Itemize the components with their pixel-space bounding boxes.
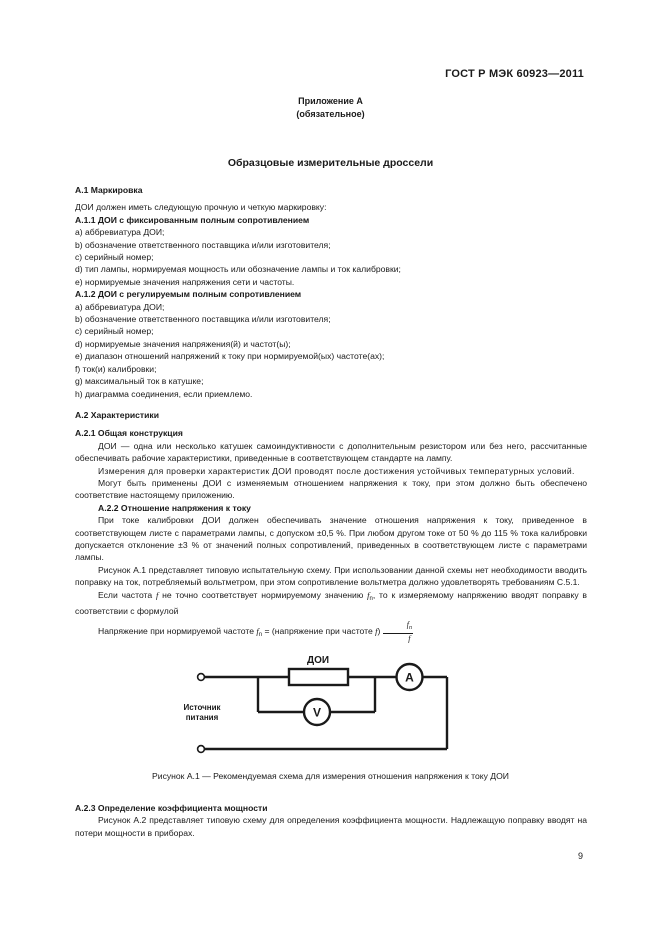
figure-caption: Рисунок А.1 — Рекомендуемая схема для измерения отношения напряжения к току ДОИ	[152, 771, 509, 781]
power-source-label-line2: питания	[185, 713, 219, 722]
list-item: e) нормируемые значения напряжения сети и частоты.	[75, 276, 295, 287]
formula-fraction: $\frac{f_n}{f}$	[383, 620, 413, 643]
ammeter-label: A	[405, 670, 414, 685]
section-heading-a2: А.2 Характеристики	[75, 409, 159, 420]
paragraph: Измерения для проверки характеристик ДОИ проводят после достижения устойчивых температурных условий.	[98, 465, 575, 476]
list-item: b) обозначение ответственного поставщика и/или изготовителя;	[75, 239, 331, 250]
annex-title: Образцовые измерительные дроссели	[227, 157, 434, 169]
annex-status: (обязательное)	[296, 109, 365, 119]
list-item: a) аббревиатура ДОИ;	[75, 227, 165, 238]
list-item: d) тип лампы, нормируемая мощность или обозначение лампы и ток калибровки;	[75, 264, 401, 275]
reference-ballast-symbol	[289, 669, 348, 685]
paragraph: Рисунок А.2 представляет типовую схему для определения коэффициента мощности. Надлежащую поправку вводят на потери мощности в приборах.	[75, 815, 587, 838]
section-heading-a1: А.1 Маркировка	[75, 185, 143, 195]
body-text	[75, 184, 587, 643]
test-circuit-diagram	[160, 652, 480, 762]
paragraph: Могут быть применены ДОИ с изменяемым отношением напряжения к току, при этом должно быть обеспечено соответствие настоящему приложению.	[75, 477, 587, 501]
paragraph: При токе калибровки ДОИ должен обеспечивать значение отношения напряжения к току, приведенное в соответствующем листе с параметрами лампы, с допуском ±0,5 %. При любом другом токе от 50 % до 115 % тока калибровки допускается отклонение ±3 % от значений полных сопротивлений, приведенных в соответствующем листе с параметрами лампы.	[75, 515, 587, 563]
list-item: h) диаграмма соединения, если приемлемо.	[75, 388, 253, 399]
list-item: b) обозначение ответственного поставщика и/или изготовителя;	[75, 314, 331, 325]
marking-intro: ДОИ должен иметь следующую прочную и четкую маркировку:	[75, 202, 327, 213]
subsection-heading-a2-2: А.2.2 Отношение напряжения к току	[98, 502, 251, 513]
paragraph-frequency: Если частота f не точно соответствует нормируемому значению $f_n$, то к измеряемому напряжению вводят поправку в соответствии с формулой	[75, 589, 587, 616]
correction-formula: Напряжение при нормируемой частоте $f_n$ = (напряжение при частоте f) $\frac{f_n}{f}$	[98, 620, 413, 644]
ballast-label: ДОИ	[306, 655, 330, 666]
source-terminal-bottom	[198, 746, 205, 753]
list-item: c) серийный номер;	[75, 326, 154, 337]
list-item: e) диапазон отношений напряжений к току при нормируемой(ых) частоте(ах);	[75, 351, 385, 362]
standard-number: ГОСТ Р МЭК 60923—2011	[445, 68, 584, 80]
list-item: f) ток(и) калибровки;	[75, 363, 157, 374]
subsection-heading-a1-2: А.1.2 ДОИ с регулируемым полным сопротивлением	[75, 289, 302, 300]
annex-label: Приложение А	[298, 96, 363, 106]
subsection-heading-a2-3: А.2.3 Определение коэффициента мощности	[75, 803, 268, 813]
power-source-label-line1: Источник	[183, 703, 221, 712]
paragraph: ДОИ — одна или несколько катушек самоиндуктивности с дополнительным резистором или без него, рассчитанные обеспечивать рабочие характеристики, приведенные в соответствующем стандарте на лампу.	[75, 440, 587, 464]
list-item: g) максимальный ток в катушке;	[75, 376, 204, 387]
page-number: 9	[577, 851, 583, 861]
subsection-heading-a1-1: А.1.1 ДОИ с фиксированным полным сопротивлением	[75, 214, 310, 225]
voltmeter-label: V	[312, 705, 322, 720]
list-item: a) аббревиатура ДОИ;	[75, 301, 165, 312]
list-item: d) нормируемые значения напряжения(й) и частот(ы);	[75, 338, 291, 349]
list-item: c) серийный номер;	[75, 252, 154, 263]
body-text-continued	[75, 802, 587, 839]
paragraph: Рисунок А.1 представляет типовую испытательную схему. При использовании данной схемы нет необходимости вводить поправку на ток, потребляемый вольтметром, при этом сопротивление вольтметра должно удовлетворять требованиям С.5.1.	[75, 564, 587, 588]
subsection-heading-a2-1: А.2.1 Общая конструкция	[75, 428, 183, 439]
source-terminal-top	[198, 674, 205, 681]
